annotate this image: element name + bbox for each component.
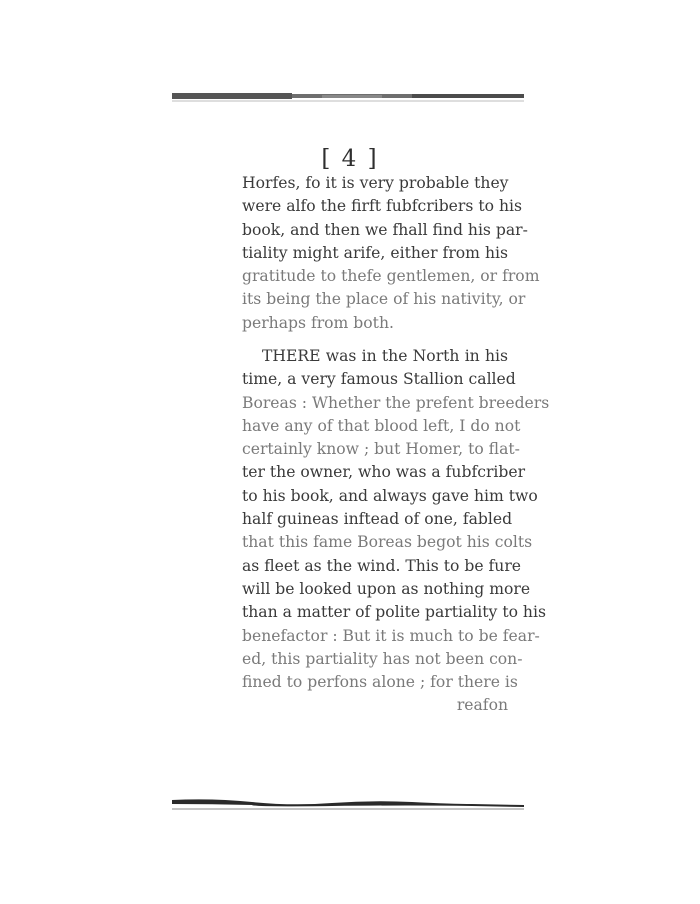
text-line: half guineas inftead of one, fabled	[242, 510, 513, 529]
text-line: fined to perfons alone ; for there is	[242, 673, 518, 692]
text-line: book, and then we fhall find his par-	[242, 220, 528, 239]
text-line: Horfes, fo it is very probable they	[242, 174, 509, 192]
text-line: as fleet as the wind. This to be fure	[242, 556, 522, 575]
text-line: benefactor : But it is much to be fear-	[242, 626, 540, 645]
text-line: its being the place of his nativity, or	[242, 290, 526, 309]
text-line: ter the owner, who was a fubfcriber	[242, 463, 526, 482]
text-line: ed, this partiality has not been con-	[242, 649, 523, 668]
text-line: to his book, and always gave him two	[242, 486, 538, 505]
scan-edge-top	[172, 92, 524, 102]
text-line: certainly know ; but Homer, to flat-	[242, 440, 520, 459]
text-line: will be looked upon as nothing more	[242, 579, 531, 598]
paragraph-2	[242, 345, 550, 718]
paragraph-1	[242, 172, 540, 335]
text-line: that this fame Boreas begot his colts	[242, 533, 533, 552]
catchword: reafon	[456, 696, 508, 715]
text-line: time, a very famous Stallion called	[242, 370, 516, 389]
page-number: [ 4 ]	[321, 146, 379, 172]
text-line: than a matter of polite partiality to his	[242, 603, 546, 622]
text-line: THERE was in the North in his	[262, 347, 508, 365]
text-line: were alfo the firft fubfcribers to his	[242, 197, 522, 216]
text-line: perhaps from both.	[242, 313, 394, 332]
text-line: tiality might arife, either from his	[242, 243, 508, 262]
text-line: have any of that blood left, I do not	[242, 416, 521, 435]
scan-edge-bottom	[172, 796, 524, 812]
text-line: Boreas : Whether the prefent breeders	[242, 393, 550, 412]
text-line: gratitude to thefe gentlemen, or from	[242, 267, 540, 286]
